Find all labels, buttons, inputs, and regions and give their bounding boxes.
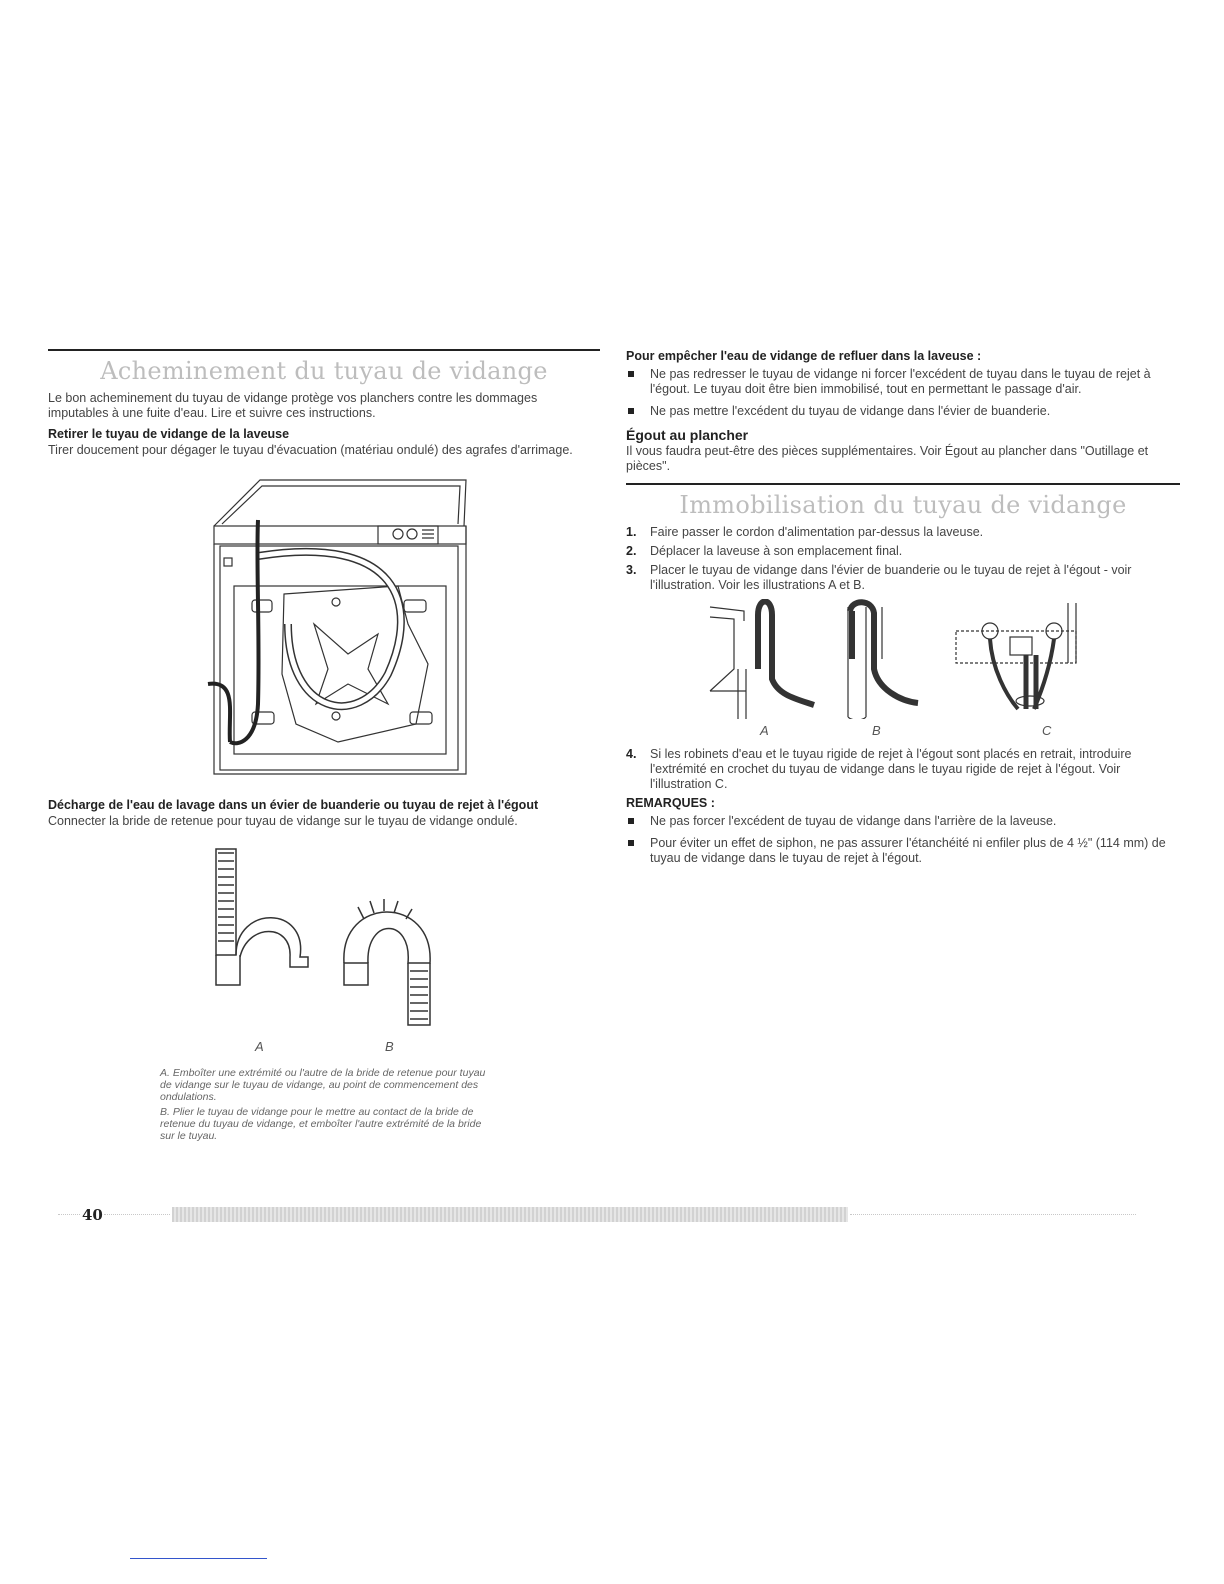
fig-label-a: A	[760, 723, 769, 738]
caption-a: A. Emboîter une extrémité ou l'autre de la bride de retenue pour tuyau de vidange sur le tuyau de vidange, au point de commencement des ondulations.	[160, 1067, 486, 1103]
washer-back-illustration	[198, 474, 518, 788]
fig-labels-left	[48, 1039, 600, 1059]
hose-placement-drawing	[626, 599, 1180, 719]
discharge-heading: Décharge de l'eau de lavage dans un évier de buanderie ou tuyau de rejet à l'égout	[48, 798, 539, 812]
hose-clamp-illustration	[208, 845, 448, 1035]
washer-back-drawing	[198, 474, 518, 788]
bottom-line	[130, 1558, 267, 1559]
caption-b: B. Plier le tuyau de vidange pour le mettre au contact de la bride de retenue du tuyau de vidange, et emboîter l'autre extrémité de la bride sur le tuyau.	[160, 1106, 482, 1142]
footer-dots-left	[58, 1214, 80, 1215]
step-number: 2.	[626, 544, 637, 558]
step-text: Si les robinets d'eau et le tuyau rigide de rejet à l'égout sont placés en retrait, introduire l'extrémité en crochet du tuyau de vidange dans le tuyau rigide de rejet à l'égout. Voir l'illustration C.	[650, 747, 1132, 791]
remove-hose-heading: Retirer le tuyau de vidange de la laveuse	[48, 427, 290, 441]
intro-text: Le bon acheminement du tuyau de vidange protège vos planchers contre les dommages imputables à une fuite d'eau. Lire et suivre ces instructions.	[48, 391, 538, 420]
fig-label-b: B	[872, 723, 881, 738]
hose-clamp-drawing	[208, 845, 448, 1035]
step-text: Faire passer le cordon d'alimentation par-dessus la laveuse.	[650, 525, 984, 539]
list-item	[626, 544, 1180, 559]
fig-label-a: A	[255, 1039, 264, 1054]
notes-heading: REMARQUES :	[626, 796, 715, 810]
step-number: 3.	[626, 563, 637, 577]
list-item	[626, 563, 1180, 593]
footer-bar	[172, 1207, 848, 1222]
fig-label-c: C	[1042, 723, 1052, 738]
list-item: Ne pas mettre l'excédent du tuyau de vidange dans l'évier de buanderie.	[626, 404, 1180, 419]
discharge-text: Connecter la bride de retenue pour tuyau de vidange sur le tuyau de vidange ondulé.	[48, 814, 518, 828]
fig-label-b: B	[385, 1039, 394, 1054]
step-number: 4.	[626, 747, 637, 761]
steps-list-continued	[626, 747, 1180, 792]
list-item: Ne pas forcer l'excédent de tuyau de vidange dans l'arrière de la laveuse.	[626, 814, 1180, 829]
remove-hose-text: Tirer doucement pour dégager le tuyau d'évacuation (matériau ondulé) des agrafes d'arrimage.	[48, 443, 573, 457]
hose-placement-illustrations	[626, 599, 1180, 739]
floor-drain-text: Il vous faudra peut-être des pièces supplémentaires. Voir Égout au plancher dans "Outillage et pièces".	[626, 444, 1149, 473]
floor-drain-heading: Égout au plancher	[626, 427, 749, 443]
step-number: 1.	[626, 525, 637, 539]
section-title-securing: Immobilisation du tuyau de vidange	[679, 491, 1127, 519]
step-text: Déplacer la laveuse à son emplacement final.	[650, 544, 903, 558]
section-rule	[626, 483, 1180, 485]
footer-dots-right	[850, 1214, 1136, 1215]
list-item	[626, 525, 1180, 540]
figure-captions	[160, 1067, 490, 1142]
notes-list	[626, 814, 1180, 866]
list-item: Pour éviter un effet de siphon, ne pas assurer l'étanchéité ni enfiler plus de 4 ½" (114 mm) de tuyau de vidange dans le tuyau de rejet à l'égout.	[626, 836, 1180, 866]
backflow-heading: Pour empêcher l'eau de vidange de refluer dans la laveuse :	[626, 349, 982, 363]
steps-list	[626, 525, 1180, 593]
left-column	[48, 349, 600, 1142]
step-text: Placer le tuyau de vidange dans l'évier de buanderie ou le tuyau de rejet à l'égout - voir l'illustration. Voir les illustrations A et B.	[650, 563, 1132, 592]
page-number: 40	[82, 1206, 103, 1224]
list-item: Ne pas redresser le tuyau de vidange ni forcer l'excédent de tuyau dans le tuyau de rejet à l'égout. Le tuyau doit être bien immobilisé, tout en permettant le passage d'air.	[626, 367, 1180, 397]
backflow-list	[626, 367, 1180, 419]
section-rule	[48, 349, 600, 351]
section-title-routing: Acheminement du tuyau de vidange	[100, 357, 548, 385]
list-item	[626, 747, 1180, 792]
right-column	[626, 349, 1180, 873]
footer-dots-mid	[104, 1214, 170, 1215]
